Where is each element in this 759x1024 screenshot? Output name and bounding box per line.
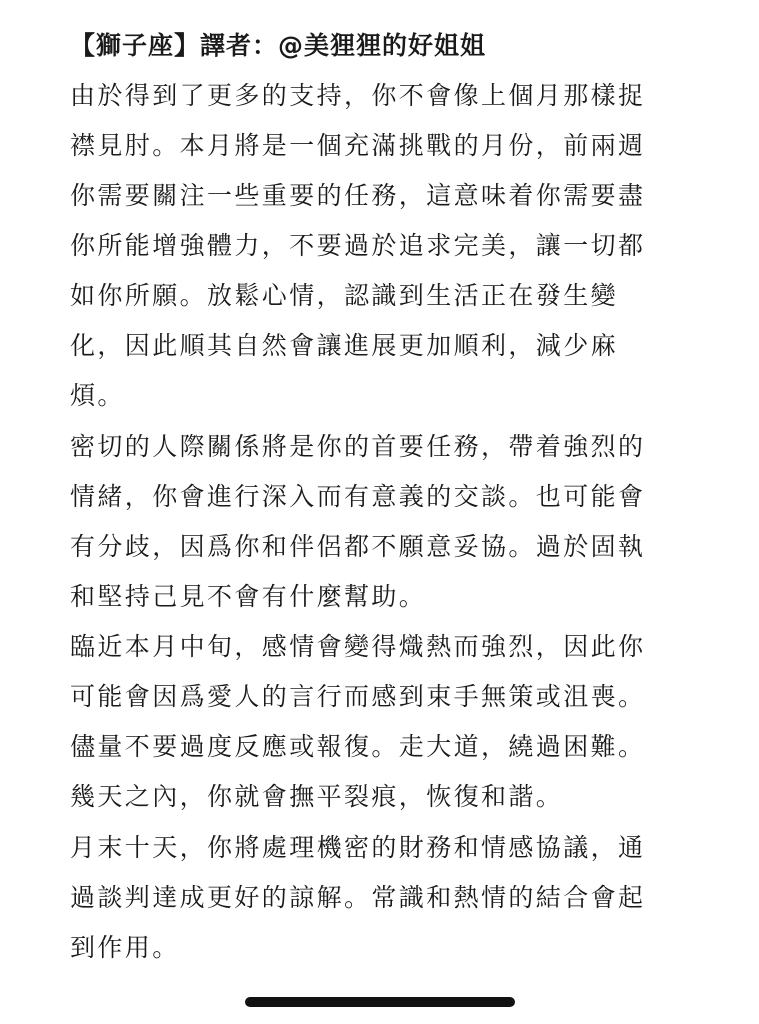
home-indicator[interactable] (245, 997, 515, 1007)
page-title: 【獅子座】譯者：@美狸狸的好姐姐 (70, 31, 487, 60)
text-line: 情緒，你會進行深入而有意義的交談。也可能會 (70, 482, 646, 511)
text-line: 有分歧，因爲你和伴侶都不願意妥協。過於固執 (70, 532, 646, 561)
text-line: 如你所願。放鬆心情，認識到生活正在發生變 (70, 281, 619, 310)
text-line: 由於得到了更多的支持，你不會像上個月那樣捉 (70, 81, 646, 110)
text-line: 儘量不要過度反應或報復。走大道，繞過困難。 (70, 732, 646, 761)
text-line: 煩。 (70, 381, 125, 410)
text-line: 和堅持己見不會有什麼幫助。 (70, 582, 427, 611)
text-line: 到作用。 (70, 933, 180, 962)
text-line: 月末十天，你將處理機密的財務和情感協議，通 (70, 833, 646, 862)
text-line: 幾天之內，你就會撫平裂痕，恢復和諧。 (70, 782, 564, 811)
text-line: 你需要關注一些重要的任務，這意味着你需要盡 (70, 181, 646, 210)
text-line: 你所能增強體力，不要過於追求完美，讓一切都 (70, 231, 646, 260)
text-line: 過談判達成更好的諒解。常識和熱情的結合會起 (70, 883, 646, 912)
text-line: 可能會因爲愛人的言行而感到束手無策或沮喪。 (70, 682, 646, 711)
text-line: 襟見肘。本月將是一個充滿挑戰的月份，前兩週 (70, 131, 646, 160)
text-line: 密切的人際關係將是你的首要任務，帶着強烈的 (70, 432, 646, 461)
text-line: 臨近本月中旬，感情會變得熾熱而強烈，因此你 (70, 632, 646, 661)
text-line: 化，因此順其自然會讓進展更加順利，減少麻 (70, 331, 619, 360)
